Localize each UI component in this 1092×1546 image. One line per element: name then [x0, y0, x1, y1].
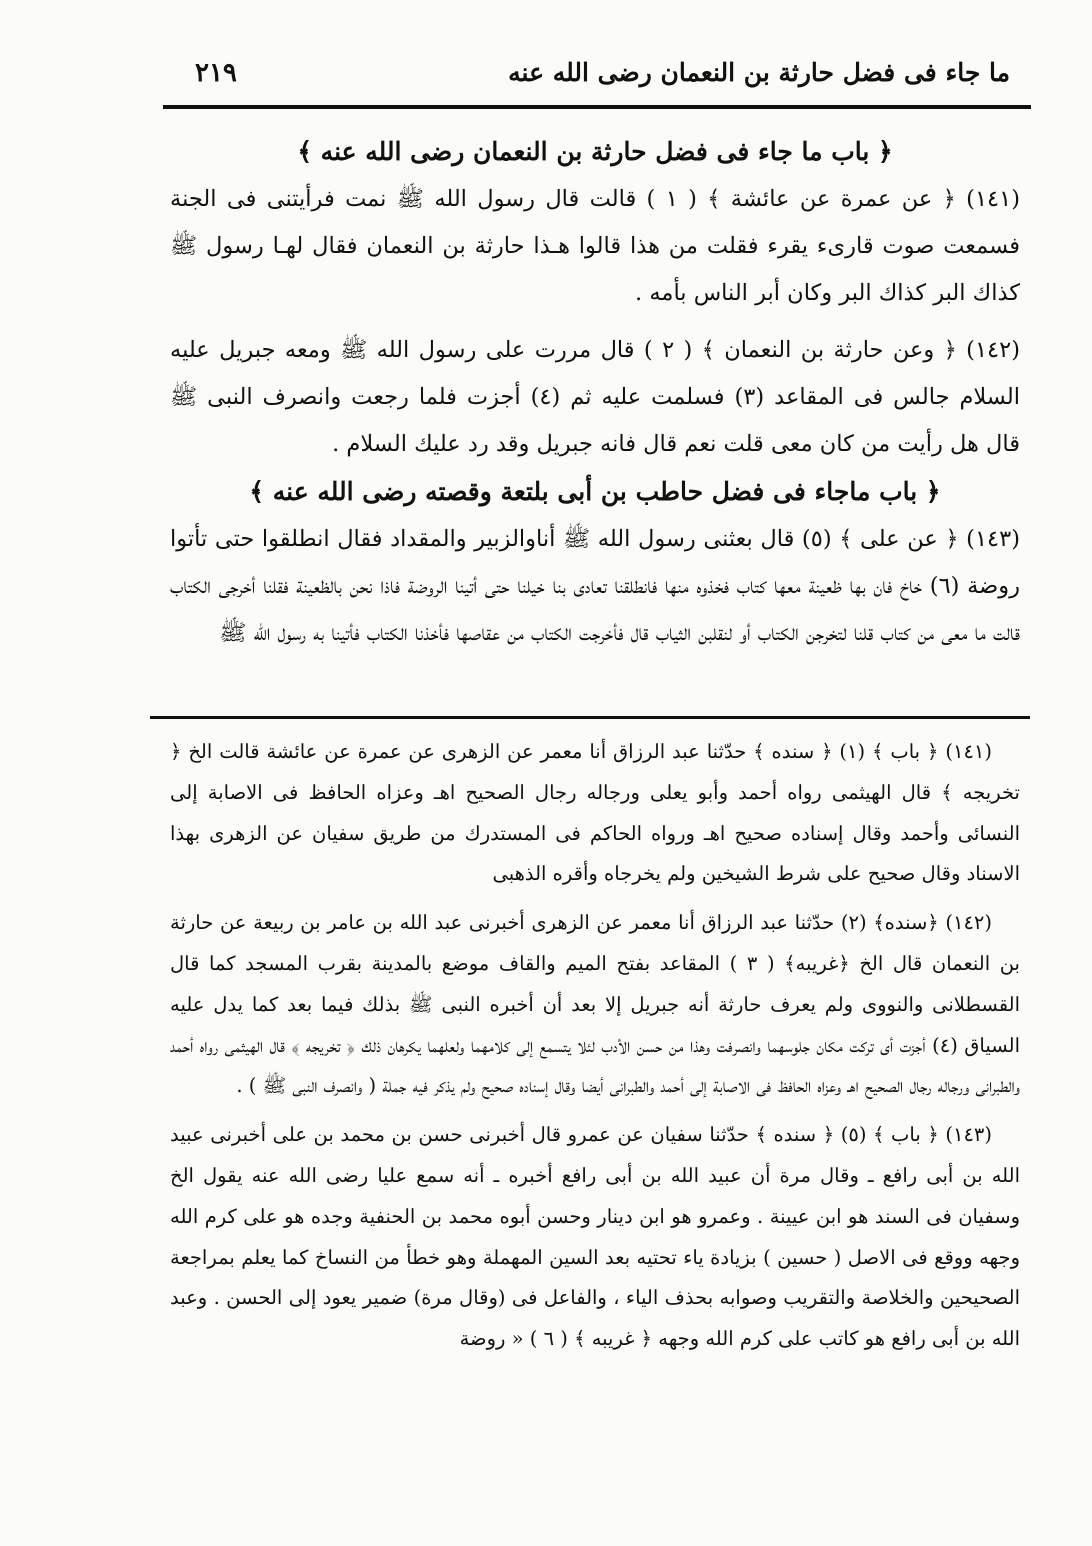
page-header: [170, 52, 1030, 96]
chapter-heading-hatib: ﴿ باب ماجاء فى فضل حاطب بن أبى بلتعة وقصته رضى الله عنه ﴾: [249, 477, 941, 506]
hadith-143: (١٤٣) ﴿ عن على ﴾ (٥) قال بعثنى رسول الله ﷺ أناوالزبير والمقداد فقال انطلقوا حتى تأتوا روضة (٦) خاخ فان بها ظعينة معها كتاب فخذوه منها فانطلقنا تعادى بنا خيلنا حتى أتينا الروضة فاذا نحن بالظعينة فقلنا أخرجى الكتاب قالت ما معى من كتاب قلنا لتخرجن الكتاب أو لنقلبن الثياب قال فأخرجت الكتاب من عقاصها فأخذنا الكتاب فأتينا به رسول الله ﷺ: [170, 526, 1020, 646]
footnote-141: (١٤١) ﴿ باب ﴾ (١) ﴿ سنده ﴾ حدّثنا عبد الرزاق أنا معمر عن الزهرى عن عمرة عن عائشة قالت الخ ﴿ تخريجه ﴾ قال الهيثمى رواه أحمد وأبو يعلى ورجاله رجال الصحيح اهـ وعزاه الحافظ فى الاصابة إلى النسائى وأحمد وقال إسناده صحيح اهـ ورواه الحاكم فى المستدرك من طريق سفيان عن الزهرى بهذا الاسناد وقال صحيح على شرط الشيخين ولم يخرجاه وأقره الذهبى: [170, 740, 1020, 886]
footnote-143: (١٤٣) ﴿ باب ﴾ (٥) ﴿ سنده ﴾ حدّثنا سفيان عن عمرو قال أخبرنى حسن بن محمد بن على أخبرنى عبيد الله بن أبى رافع ـ وقال مرة أن عبيد الله بن أبى رافع أخبره ـ أنه سمع عليا رضى الله عنه يقول الخ وسفيان فى السند هو ابن عيينة . وعمرو هو ابن دينار وحسن أبوه محمد بن الحنفية وجده هو على كرم الله وجهه ووقع فى الاصل ( حسين ) بزيادة ياء تحتيه بعد السين المهملة وهو خطأ من النساخ كما يعلم بمراجعة الصحيحين والخلاصة والتقريب وصوابه بحذف الياء ، والفاعل فى (وقال مرة) ضمير يعود إلى الحسن . وعبد الله بن أبى رافع هو كاتب على كرم الله وجهه ﴿ غريبه ﴾ ( ٦ ) « روضة: [170, 1123, 1020, 1351]
page-number: ٢١٩: [195, 58, 237, 88]
running-title: ما جاء فى فضل حارثة بن النعمان رضى الله عنه: [508, 58, 1010, 87]
hadith-141: (١٤١) ﴿ عن عمرة عن عائشة ﴾ ( ١ ) قالت قال رسول الله ﷺ نمت فرأيتنى فى الجنة فسمعت صوت قارىء يقرء فقلت من هذا قالوا هـذا حارثة بن النعمان فقال لهـا رسول ﷺ كذاك البر كذاك البر وكان أبر الناس بأمه .: [170, 186, 1020, 306]
hadith-142: (١٤٢) ﴿ وعن حارثة بن النعمان ﴾ ( ٢ ) قال مررت على رسول الله ﷺ ومعه جبريل عليه السلام جالس فى المقاعد (٣) فسلمت عليه ثم (٤) أجزت فلما رجعت وانصرف النبى ﷺ قال هل رأيت من كان معى قلت نعم قال فانه جبريل وقد رد عليك السلام .: [170, 337, 1020, 457]
footnotes-rule: [150, 716, 1030, 719]
main-text: [170, 128, 1020, 657]
header-rule: [163, 105, 1031, 109]
footnotes: [170, 732, 1020, 1368]
chapter-heading-harithah: ﴿ باب ما جاء فى فضل حارثة بن النعمان رضى الله عنه ﴾: [297, 137, 893, 166]
footnote-142: (١٤٢) ﴿سنده﴾ (٢) حدّثنا عبد الرزاق أنا معمر عن الزهرى أخبرنى عبد الله بن عامر بن ربيعة عن حارثة بن النعمان قال الخ ﴿غريبه﴾ ( ٣ ) المقاعد بفتح الميم والقاف موضع بالمدينة بقرب المسجد كما قال القسطلانى والنووى ولم يعرف حارثة أنه جبريل إلا بعد أن أخبره النبى ﷺ بذلك فيما بعد كما يدل عليه السياق (٤) أجزت أى تركت مكان جلوسهما وانصرفت وهذا من حسن الأدب لئلا يتسمع إلى كلامهما ولعلهما يكرهان ذلك ﴿ تخريجه ﴾ قال الهيثمى رواه أحمد والطبرانى ورجاله رجال الصحيح اهـ وعزاه الحافظ فى الاصابة إلى أحمد والطبرانى أيضا وقال إسناده صحيح ولم يذكر فيه جملة ( وانصرف النبى ﷺ ) .: [170, 911, 1020, 1098]
